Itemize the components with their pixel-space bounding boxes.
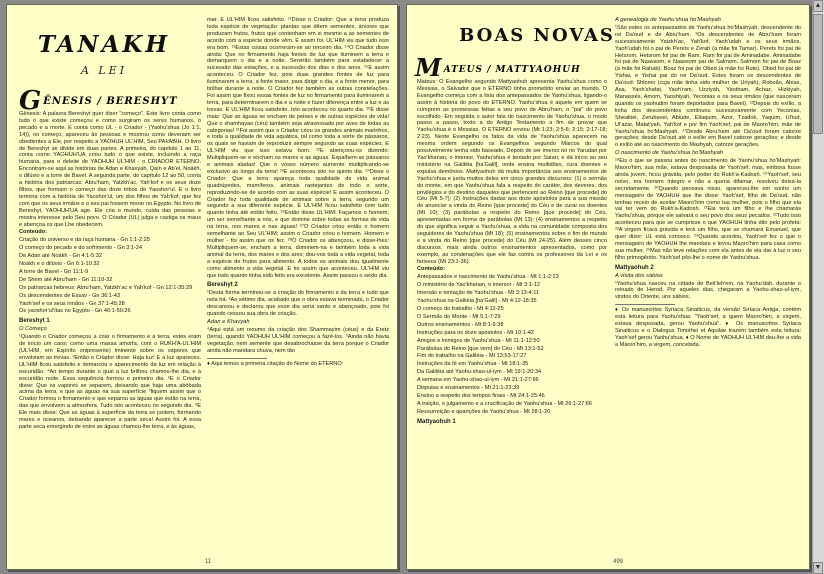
contents-item: O Sermão do Monte - Mt 5:1-7:29 (417, 313, 501, 320)
verse-text: ⁴Aqui está um resumo da criação dos Shammayim (céus) e da Eretz (terra), quando YAOHUH UL'HIM começou a fazê-los. ⁵Ainda não havia vegetação, nem semente que desabrochasse da terra porque o Criador ainda não mandara chuva, nem tão (207, 326, 389, 354)
contents-item: Da Galiléia até Yaohu-shao-ul-iym - Mt 19:1-20:34 (417, 369, 542, 376)
contents-item: A torre de Bavel - Gn 11:1-9 (19, 268, 89, 275)
section-subtitle: Adan e Khavyah (207, 318, 250, 325)
contents-item: De Adan até Noákh - Gn 4:1-5:32 (19, 253, 103, 260)
section-subtitle: O Começo (19, 326, 47, 333)
dropcap: G (19, 86, 42, 116)
intro-text: Gênesis: A palavra Bereshyt quer dizer "começo". Este livro conta como tudo o que existe começou e como surgiram os seres humanos, o pecado e a morte. E conta como UL - o Criador - (Yaohu'shua (Jo 1:1, 14)), no começo, apareceu às pessoas e mostrou como deveriam ser obedientes a Ele, por respeito a YAOHUH UL'HIM, Seu PAI/ABIH. O livro de Bereshyt se divide em duas partes. A primeira, do capítulo 1 ao 11, conta como YAOHUH'UA criou tudo o que existe, incluindo a raça humana, para o deleite de YAOHUH UL'HIM - o CRIADOR ETERNO. Encontram-se aqui as histórias de Adan e Khavyah, Qaín e Ab'el, Noákh, o dilúvio e a torre de Bavel. A segunda parte, do capítulo 12 ao 50, conta a história dos patriarcas: Abru'ham, Yatzkh'ac, Yah'kof e os seus doze filhos, que formam o começo das doze tribos de Yaoshor'ul. E o livro termina com a história de Yaoshor'ul, um dos filhos de Yah'kof, que fez com que os seus irmãos e o seu pai fossem morar no Egypto. No livro de Bereshyt, YAOHUH'UA age. Ele cria o mundo, cuida das pessoas e mostra interesse pelo Seu povo. O Criador (UL) julga e castiga os maus e abençoa os que Lhe obedecem. (19, 111, 201, 228)
contents-item: Criação do universo e da raça humana - Gn 1:1-2:25 (19, 237, 150, 244)
scroll-thumb[interactable] (813, 14, 823, 134)
contents-item: Yaoh'sef e os seus irmãos - Gn 37:1-45:28 (19, 300, 125, 307)
verse-text: ¹⁸Eis o que se passou antes do nascimento de Yaohu'shua ho'Mashyah: Maoro'him, sua mãe, estava desposada de Yaoh'sef, mas, embora fosse ainda jovem, ficou grávida, pelo poder do Rukh'a-Kadosh. ¹⁹Yaoh'sef, seu noivo, era homem íntegro e não a queria difamar, resolveu deixá-la secretamente. ²⁰Quando pensava nisso, apareceu-lhe em sonho um mensageiro de YAOHUH que lhe disse: Yaoh'sef, filho de Da'oud, não tenhas receio de aceitar Maoro'him como tua mulher, pois o filho que ela vai ter vem do Rukh'a-Kadosh. ²¹Ela terá um filho e lhe chamarás Yaohu'shua, porque ele salvará o seu povo dos seus pecados. ²²Tudo isso aconteceu para que se cumprisse o que YAOHUH tinha dito pelo profeta: ²³A virgem ficará grávida e terá um filho, que se chamará Emanuel, que quer dizer: UL está conosco. ²⁴Quando acordou, Yaoh'sef fez o que o mensageiro de YAOHUH lhe mandara e levou Maoro'him para casa como sua mulher. ²⁵Mas não teve relações com ela antes de ela dar à luz o seu filho primogênito. Yaoh'sef pôs-lhe o nome de Yaohu'shua. (615, 158, 801, 261)
contents-item: Disputas e ensinamentos - Mt 21:1-23:39 (417, 385, 520, 392)
contents-item: Noákh e o dilúvio - Gn 6:1-10:32 (19, 261, 100, 268)
footnote: ♦ Aqui temos a primeira citação do Nome do ETERNO: (207, 360, 344, 367)
contents-item: Instruções da fé em Yaohu'shua - Mt 18:1-35 (417, 361, 529, 368)
contents-item: Outros ensinamentos - Mt 8:1-9:38 (417, 321, 504, 328)
page-number: 11 (205, 559, 212, 565)
right-column-2 (615, 17, 801, 557)
left-column-1 (19, 111, 201, 561)
contents-item: Instruções para os doze apóstolos - Mt 10:1-42 (417, 329, 534, 336)
scroll-down-icon[interactable]: ▼ (813, 562, 823, 574)
contents-item: O começo do trabalho - Mt 4:12-25 (417, 306, 504, 312)
page-subtitle: A LEI (80, 64, 128, 77)
section-title: Mattyaohuh 1 (417, 418, 456, 425)
footnote-rule (615, 304, 675, 305)
contents-item: Ensino a respeito dos tempos finais - Mt 24:1-25:46 (417, 392, 545, 399)
contents-item: Imersão e tentação de Yaohu'shua - Mt 3:13-4:11 (417, 290, 540, 297)
page-title: TANAKH (37, 31, 171, 58)
contents-item: Os patriarcas hebreus: Abru'ham, Yatzkh'ac e Yah'kof - Gn 12:1-35:29 (19, 284, 193, 291)
contents-item: Ressurreição e aparições de Yaohu'shua - Mt 28:1-20 (417, 408, 551, 415)
section-title: Bereshyt 2 (207, 282, 238, 289)
contents-item: De Shem até Abru'ham - Gn 11:10-32 (19, 276, 113, 283)
verse-text: ¹Yaohu'shua nasceu na cidade de Beit'leh'em, na Yaohu'dah, durante o reinado de Herod. Por aqueles dias, chegaram a Yaohu-shao-ul-iym, vindos do Oriente, uns sábios. (615, 280, 801, 301)
right-column-1 (417, 79, 607, 557)
contents-item: O começo do pecado e do sofrimento - Gn 3:1-24 (19, 245, 143, 252)
left-column-2 (207, 17, 389, 547)
dropcap: M (415, 53, 442, 82)
contents-title: Conteúdo: (19, 229, 47, 236)
contents-item: A traição, o julgamento e a crucificação de Yaohu'shua - Mt 26:1-27:66 (417, 400, 592, 407)
section-title: Mattyaohuh 2 (615, 264, 654, 271)
intro-text: Mateus: O Evangelho segundo Mattyaohuh apresenta Yaohu'shua como o Messias, o Salvador que o ETERNO tinha prometido enviar ao mundo. O Evangelho começa com a lista dos antepassados de Yaohu'shua, ligando-o assim à história do povo do ETERNO. Yaohu'shua é aquele em quem se cumprem as promessas feitas a seu povo de Abru'ham, o "pai" do povo escolhido. Em seguida o autor fala do nascimento de Yaohu'shua, o modo passo a passo, texto a do Antigo Testamento a fim de provar que Yaohu'shua é o Messias. O ETERNO enviou (Mt 1:23; 2:5-6; 2:15; 2:17-18; 2:23). Neste Evangelho os fatos da vida de Yaohu'shua aparecem na mesma ordem segundo os Evangelhos segundo Marcos do qual possivelmente tenha sido baseado. Depois de ser imerso no rio Yarudan por Yao'khanan, o imersor, Yaohu'shua é tentado por Satan; e dá início ao seu ministério na Galiléia [ha'Galil], onde ensina multidões, cura doentes e expulsa demônios. Mattyaohuh dá muita importância aos ensinamentos de Yaohu'shua e junta muitos deles em cinco grandes discursos: (1) o sermão do monte, em que Yaohu'shua fala a respeito do caráter, dos deveres, dos privilégios e do destino daqueles que pertencem ao Reino [que procede] do Céu (Mt 5-7); (2) Instruções dadas aos doze apóstolos para a sua missão de anunciar a vinda do Reino [que procede] do Céu e de curar os doentes (Mt 10); (3) parábolas a respeito do Reino [que procede] do Céu, apresentadas em forma de parábolas (Mt 13); (4) ensinamentos a respeito do que significa seguir a Yaohu'shua, a vida na comunidade composta dos seguidores de Yaohu'shua (Mt 18); (5) ensinamentos sobre o fim do mundo e a vinda do Reino [que procede] do Céu (Mt 24-25). Além desses cinco discursos, mais ainda outros ensinamentos apresentados, como por exemplo, as condenações que ele faz contra os professores da Lei e os fariseus (Mt 23:1-36). (417, 79, 607, 265)
book-heading (19, 86, 189, 116)
verse-text: ¹São estes os antepassados de Yaohu'shua ho'Mashyah, descendente do rei Da'oud e de Abru'ham. ²Os descendentes de Abru'ham foram sucessivamente Yatzkh'ac, Yah'kof, Yaoh'udah e os seus irmãos. Yaoh'udah foi o pai de Perets e Zerah (a mãe foi Tamar). Perets foi pai de Hetsrom. Hetsrom foi pai de Ram. Ram foi pai de Aminadabe. Aminadabe foi pai de Naassom, e Naassom pai de Salmom. Salmom foi pai de Boaz (a mãe foi Rahab). Boaz foi pai de Obed (a mãe foi Rute). Obed foi pai de Yishai, e Yishai pai do rei Da'oud. Estes foram os descendentes de Da'oud: Shlomo (cuja mãe tinha sido mulher de Uriyah), Roboão, Abias, Asa, Yaoh'shafat, Yaoh'ram, Uzziyah, Yaotham, Achaz, Hizkiyah, Manassés, Amom, Yaoshiyah, Yeconias e os seus irmãos (que nasceram quando os yaohudim foram deportados para Bavel). ¹²Depois do exílio, a linha dos descendentes continuou sucessivamente com Yeconias, Shealtiel, Zerubavel, Abiúde, Eliaquim, Azor, Tzadok, Yaquim, Ul'iud, Ul'azar, Matat'yah, Yah'kof e por fim Yaoh'sef, pai de Maoro'him, mãe de Yaohu'shua ho'Mashyah. ¹⁷Desde Abru'ham até Da'oud foram catorze gerações; desde Da'oud até o exílio em Bavel catorze gerações; e desde o exílio até ao nascimento do Mashyah, catorze gerações. (615, 24, 801, 149)
page-boas-novas (406, 4, 810, 570)
vertical-scrollbar[interactable] (812, 0, 824, 574)
contents-item: Yaohu'shua na Galiléia [ha'Galil] - Mt 4:12-18:35 (417, 298, 537, 305)
book-name: ATEUS / MATTYAOHUH (443, 65, 581, 75)
contents-item: Parábolas do Reino [que vem] do Céu - Mt 13:1-52 (417, 345, 544, 352)
verse-text: mar. E UL'HIM ficou satisfeito. ¹¹Disse o Criador: Que a terra produza toda espécie de vegetação: plantas que dêem sementes, árvores que produzam frutos, frutos que contenham em si mesmo a as sementes de acordo com a espécie donde vêm. E assim foi. UL'HIM viu que tudo isso era bom. ¹³Estas coisas ocorreram-se ao terceiro dia. ¹⁴O Criador disse ainda: Que no firmamento haja fontes de luz que iluminem a terra e demarquem o dia e a noite. Servirão também para estabelecer a sucessão das estações, e a sucessão dos dias e dos anos. ¹⁵E assim aconteceu. O Criador fez, pois duas grandes fontes de luz para iluminarem a terra; a fonte maior, para dirigir o dia, e a fonte menor, para brilhar durante a noite. O Criador fez também as outras constelações. Foi assim que fixou essas fontes de luz no firmamento para iluminarem a terra, para determinarem o dia e a noite e fazer diferença entre a luz e as trevas. E UL'HIM ficou satisfeito. Isto aconteceu no quarto dia. ²⁰E disse mais: Que as águas se encham de peixes e de outras espécies de vida! Que o shamhayao (céu) também seja atravessado por aves de todas as categorias! ²¹Foi assim que o Criador criou os grandes animais marinhos, e toda a qualidade de vida aquática, tal como toda a sorte de pássaros, os quais se haviam de reproduzir sempre segundo as suas espécies. E UL'HIM viu que isso estava bom. ²²E abençoou-os dizendo: Multipliquem-se e encham os mares e as águas. Espalhem-se pássaros e animais aladas! Que o vosso número aumente multiplicando-se exclusivo ao longo da terra! ²³E aconteceu isto no quinto dia. ²⁴Disse o Criador: Que a terra apareça toda qualidade de vida animal quadrúpedes, mamíferos, animais rastejantes de todo o sorte, reproduzindo-se de acordo com as suas espécie! E assim aconteceu. O Criador fez toda qualidade de animais sobre a terra, segundo um segundo a sua diferente espécie. E UL'HIM ficou satisfeito com tudo quanto tinha até então feito. ²⁶Então disse UL'HIM: Façamos o homem, um ser semelhante a nós, e que domine sobre todas as formas de vida na terra, nos mares e nas águas! ²⁷O Criador criou então o homem semelhante ao Seu UL'HIM; assim o Criador criou o homem. Homem e mulher - foi assim que os fez. ²⁸O Criador os abençoou, e disse-lhes: Multipliquem-se, encham a terra, dominem-na e também toda a vida animal da terra, dos mares e dos ares; dou-vos toda a vida vegetal, toda a espécie de frutos para alimento. A todos os animais dou igualmente como alimento a vida vegetal. E foi assim que aconteceu. UL'HIM viu que tudo quanto tinha sido feito era excelente. Assim passou o sexto dia. (207, 17, 389, 279)
contents-title: Conteúdo: (417, 266, 445, 273)
contents-item: Amigos e inimigos de Yaohu'shua - Mt 11:1-12:50 (417, 337, 540, 344)
footnote-rule (207, 358, 267, 359)
contents-item: Os descendentes de Essav - Gn 36:1-43 (19, 292, 121, 299)
section-subtitle: O nascimento de Yaohu'shua ho'Mashyah (615, 150, 724, 157)
book-heading (415, 53, 615, 82)
footnote: ♦ Os manuscritos Syriaca Sinaiticus, da versão Siríaca Antiga, contém esta leitura para Yaohu'shua: "Yaoh'sef, a quem Maoro'him, a virgem, estava desposada, gerou Yaohu'shua". ♦ Os manuscritos Syriaca Sinaiticus e o Dialogus Timothei et Aquilae trazem também esta leitura: Yaoh'sef gerou Yaohu'shua. ♦ O Nome de YAOHUH UL'HIM deu-lhe a vida a Maoro'him, a virgem, concebida. (615, 307, 801, 348)
scroll-up-icon[interactable]: ▲ (813, 0, 823, 12)
section-title: Bereshyt 1 (19, 318, 50, 325)
contents-item: Antepassados e nascimento de Yaohu'shua - Mt 1:1-2:23 (417, 274, 559, 281)
verse-text: ¹Quando o Criador começou a criar o firmamento e a terra, estes eram de início um caos; como uma massa amorfa, com o RUKH'A-UL'HIM (UL'HIM, em Espírito onipresente) iminente sobre os vapores que envolviam as trevas. ³Então o Criador disse: Haja luz! E a luz apareceu. UL'HIM ficou satisfeito e demarcou o aparecimento da luz em relação à escuridão. ⁴Ao tempo durante o qual a luz brilhou chamou-lhe dia, e à escuridão noite. Essa sequência formou o primeiro dia. ⁶E o Criador disse: Que os vapores se separem, deixando que haja uma abóbada acima da terra, e que as águas na sua superfície ⁷fiquem assim que o Criador formou o firmamento e que separou as águas que estão na terra, das que envolvem a atmosfera. Tudo isto aconteceu no segundo dia. ⁹E Ele mais disse: Que as águas à superfície da terra se juntem, formando mares e oceanos, deixando aparecer a parte seca! Assim foi. A essa parte seca emergindo de entre as águas chamou-lhe terra, e às águas, (19, 334, 201, 430)
contents-item: A semana em Yaohu-shao-ul-iym - Mt 21:1-27:66 (417, 377, 539, 384)
book-name: ÊNESIS / BERESHYT (43, 96, 178, 107)
verse-text: ¹Desta forma terminou-se a criação do firmamento e da terra e tudo que nela há. ²Ao sétimo dia, acabado que o obra estava terminada, o Criador descansou e declarou que esse dia seria santo e abençoado, pois foi quando cessou sua obra de criação. (207, 290, 389, 318)
section-subtitle: A genealogia de Yaohu'shua ho'Mashyah (615, 17, 721, 23)
contents-item: Os yaoshor'ul'ítas no Egypto - Gn 46:1-50:26 (19, 308, 131, 315)
page-tanakh (6, 4, 398, 570)
section-subtitle: A visita dos sábios (615, 272, 663, 279)
contents-item: Fim do trabalho na Galiléia - Mt 13:53-17:27 (417, 353, 527, 360)
page-number: 499 (613, 559, 624, 565)
page-title: BOAS NOVAS (459, 25, 615, 46)
contents-item: O ministério de Yao'khanan, o imersor - Mt 3:1-12 (417, 282, 541, 289)
